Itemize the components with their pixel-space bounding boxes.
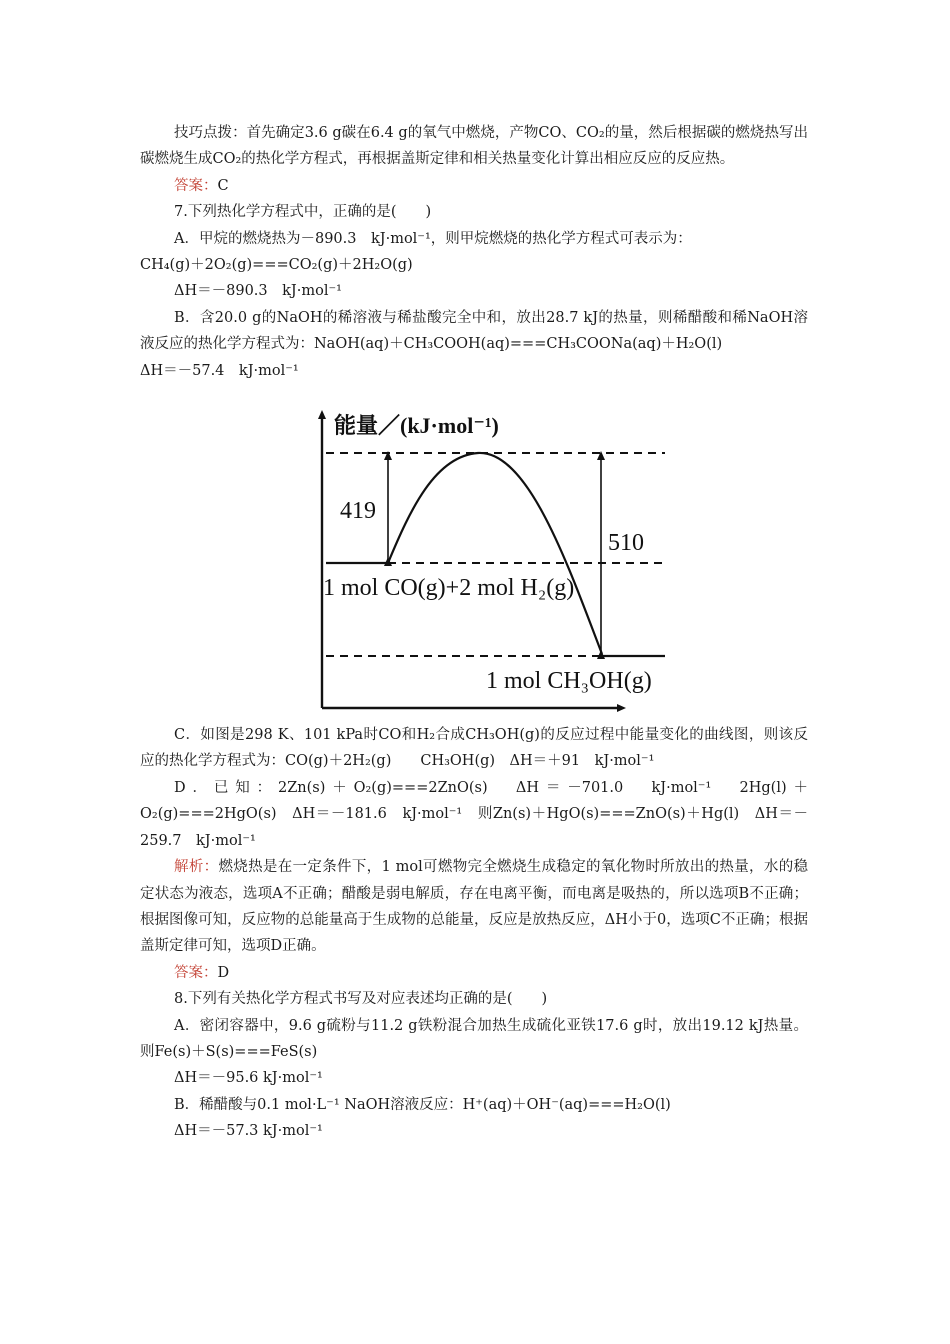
q7-answer-value: D <box>217 964 230 981</box>
q8-option-b-text: B．稀醋酸与0.1 mol·L⁻¹ NaOH溶液反应：H⁺(aq)＋OH⁻(aq)===H₂O(l) <box>174 1096 671 1113</box>
q7-stem: 7.下列热化学方程式中，正确的是( ) <box>174 204 432 221</box>
q6-tip-label: 技巧点拨： <box>174 125 247 141</box>
q6-answer <box>140 173 808 199</box>
q7-analysis <box>140 854 808 960</box>
q6-answer-value: C <box>217 177 229 194</box>
q7-analysis-text: 燃烧热是在一定条件下，1 mol可燃物完全燃烧生成稳定的氧化物时所放出的热量，水的稳定状态为液态，选项A不正确；醋酸是弱电解质，存在电离平衡，而电离是吸热的，所以选项B不正确；根据图像可知，反应物的总能量高于生成物的总能量，反应是放热反应，ΔH小于0，选项C不正确；根据盖斯定律可知，选项D正确。 <box>140 859 809 955</box>
product-label: 1 mol CH₃OH(g) <box>486 668 652 695</box>
reverse-activation-label: 510 <box>608 530 644 557</box>
y-axis-label: 能量／(kJ·mol⁻¹) <box>334 413 499 439</box>
q7-option-c-text: C．如图是298 K、101 kPa时CO和H₂合成CH₃OH(g)的反应过程中能量变化的曲线图，则该反应的热化学方程式为：CO(g)＋2H₂(g) CH₃OH(g) ΔH＝＋91 kJ·mol⁻¹ <box>140 727 808 770</box>
energy-diagram-svg <box>140 390 808 720</box>
activation-energy-label: 419 <box>340 498 376 525</box>
q6-tip-text: 首先确定3.6 g碳在6.4 g的氧气中燃烧，产物CO、CO₂的量，然后根据碳的燃烧热写出碳燃烧生成CO₂的热化学方程式，再根据盖斯定律和相关热量变化计算出相应反应的反应热。 <box>140 125 808 168</box>
q8-option-a-text: A．密闭容器中，9.6 g硫粉与11.2 g铁粉混合加热生成硫化亚铁17.6 g时，放出19.12 kJ热量。则Fe(s)＋S(s)===FeS(s) <box>140 1017 808 1060</box>
q8-stem: 8.下列有关热化学方程式书写及对应表述均正确的是( ) <box>174 991 548 1008</box>
q7-option-a-enthalpy: ΔH＝－890.3 kJ·mol⁻¹ <box>174 283 342 300</box>
q7-option-b-text: B．含20.0 g的NaOH的稀溶液与稀盐酸完全中和，放出28.7 kJ的热量，则稀醋酸和稀NaOH溶液反应的热化学方程式为：NaOH(aq)＋CH₃COOH(aq)===CH₃COONa(aq)＋H₂O(l) <box>140 309 808 353</box>
q6-answer-label: 答案： <box>174 177 218 194</box>
q6-tip-paragraph <box>140 120 808 173</box>
q8-option-b-enthalpy: ΔH＝－57.3 kJ·mol⁻¹ <box>174 1123 323 1140</box>
q7-option-a-text: A．甲烷的燃烧热为－890.3 kJ·mol⁻¹，则甲烷燃烧的热化学方程式可表示为： <box>174 230 692 247</box>
q7-option-b-enthalpy: ΔH＝－57.4 kJ·mol⁻¹ <box>140 362 299 379</box>
q7-answer <box>140 960 808 986</box>
reactants-label: 1 mol CO(g)+2 mol H₂(g) <box>323 575 575 602</box>
energy-curve <box>388 453 602 654</box>
q7-option-d-text: D．已知：2Zn(s)＋O₂(g)===2ZnO(s) ΔH＝－701.0 kJ·mol⁻¹ 2Hg(l)＋O₂(g)===2HgO(s) ΔH＝－181.6 kJ·mol⁻¹ 则Zn(s)＋HgO(s)===ZnO(s)＋Hg(l) ΔH＝－259.7 kJ·mol⁻¹ <box>140 779 808 849</box>
q8-option-a-enthalpy: ΔH＝－95.6 kJ·mol⁻¹ <box>174 1070 323 1087</box>
q7-option-a-equation: CH₄(g)＋2O₂(g)===CO₂(g)＋2H₂O(g) <box>140 257 413 274</box>
energy-diagram <box>140 390 808 720</box>
q7-answer-label: 答案： <box>174 964 218 981</box>
q7-analysis-label: 解析： <box>174 859 219 876</box>
document-body <box>140 120 808 1145</box>
